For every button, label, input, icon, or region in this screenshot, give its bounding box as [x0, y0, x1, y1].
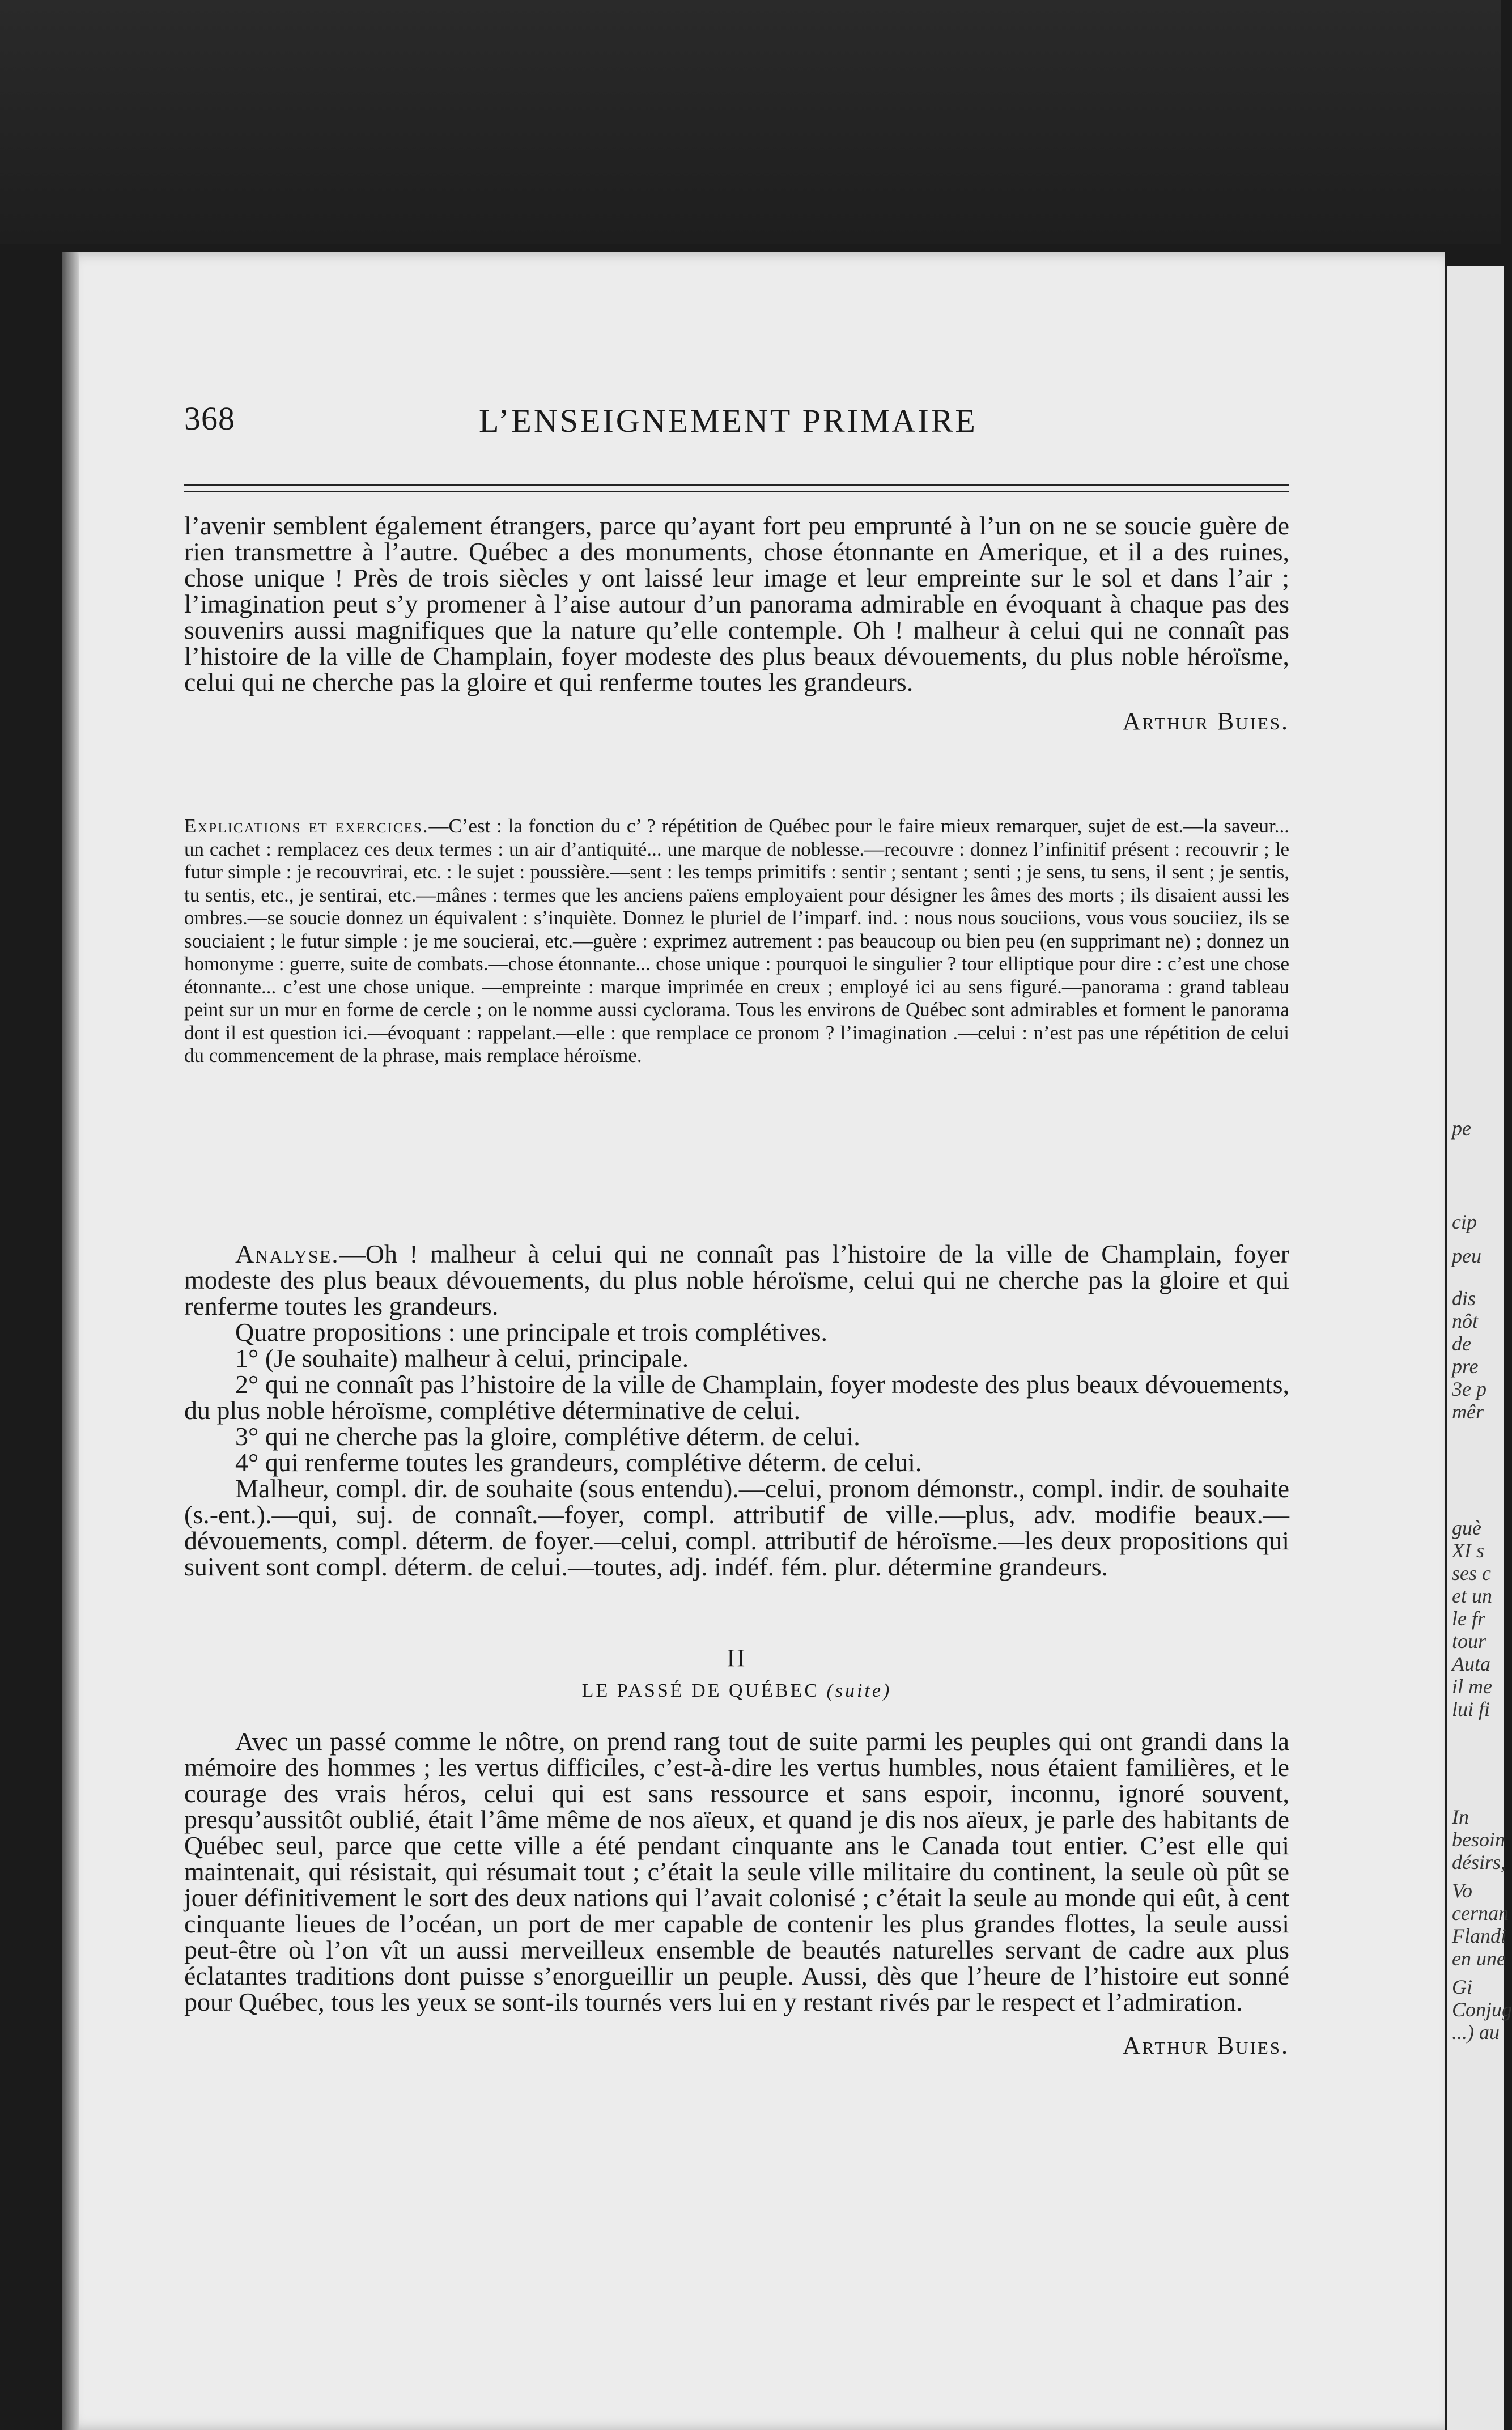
header-rule-thin [184, 491, 1289, 492]
section-title [184, 1680, 1289, 1702]
second-passage-signature: Arthur Buies. [1122, 2032, 1289, 2059]
page-header [184, 400, 1289, 451]
adjacent-fragment: Conjug [1452, 1998, 1512, 2021]
section-title-text: LE PASSÉ DE QUÉBEC [581, 1680, 819, 1701]
analyse-detail: Malheur, compl. dir. de souhaite (sous entendu).—celui, pronom démonstr., compl. indir. de souhaite (s.-ent.).—qui, suj. de connaît.—foyer, compl. attributif de ville.—plus, adv. modifie beaux.—dévouements, compl. déterm. de foyer.—celui, compl. attributif de héroïsme.—les deux propositions qui suivent sont compl. déterm. de celui.—toutes, adj. indéf. fém. plur. détermine grandeurs. [184, 1474, 1289, 1581]
adjacent-fragment: XI s [1452, 1539, 1484, 1562]
adjacent-fragment: le fr [1452, 1607, 1485, 1630]
adjacent-fragment: lui fi [1452, 1698, 1490, 1720]
scan-background [0, 0, 1501, 244]
header-rule [184, 484, 1289, 486]
adjacent-fragment: Vo [1452, 1879, 1472, 1902]
adjacent-fragment: Gi [1452, 1976, 1472, 1998]
adjacent-fragment: cip [1452, 1210, 1477, 1233]
adjacent-fragment: mêr [1452, 1400, 1484, 1423]
adjacent-fragment: besoin [1452, 1828, 1505, 1851]
analyse-intro [184, 1241, 1289, 1319]
adjacent-page-edge [1444, 266, 1512, 2430]
explications-heading: Explications et exercices. [184, 815, 429, 837]
adjacent-fragment: nôt [1452, 1310, 1479, 1332]
adjacent-fragment: guè [1452, 1516, 1481, 1539]
adjacent-fragment: Auta [1452, 1652, 1490, 1675]
analyse-heading: Analyse. [235, 1239, 339, 1268]
explications-body: —C’est : la fonction du c’ ? répétition de Québec pour le faire mieux remarquer, sujet de est.—la saveur... un cachet : remplacez ces deux termes : un air d’antiquité... une marque de noblesse.—recouvre : donnez l’infinitif présent : recouvrir ; le futur simple : je recouvrirai, etc. : le sujet : poussière.—sent : les temps primitifs : sentir ; sentant ; senti ; je sens, tu sens, il sent ; je sentis, tu sentis, etc., je sentirai, etc.—mânes : termes que les anciens païens employaient pour désigner les âmes des morts ; ils disaient aussi les ombres.—se soucie donnez un équivalent : s’inquiète. Donnez le pluriel de l’imparf. ind. : nous nous souciions, vous vous souciiez, ils se souciaient ; le futur simple : je me soucierai, etc.—guère : exprimez autrement : pas beaucoup ou bien peu (en supprimant ne) ; donnez un homonyme : guerre, suite de combats.—chose étonnante... chose unique : pourquoi le singulier ? tour elliptique pour dire : c’est une chose étonnante... c’est une chose unique. —empreinte : marque imprimée en creux ; employé ici au sens figuré.—panorama : grand tableau peint sur un mur en forme de cercle ; on le nomme aussi cyclorama. Tous les environs de Québec sont admirables et forment le panorama dont il est question ici.—évoquant : rappelant.—elle : que remplace ce pronom ? l’imagination .—celui : n’est pas une répétition de celui du commencement de la phrase, mais remplace héroïsme. [184, 815, 1290, 1067]
first-passage-text: l’avenir semblent également étrangers, parce qu’ayant fort peu emprunté à l’un on ne se soucie guère de rien transmettre à l’autre. Québec a des monuments, chose étonnante en Amerique, et il a des ruines, chose unique ! Près de trois siècles y ont laissé leur image et leur empreinte sur le sol et dans l’air ; l’imagination peut s’y promener à l’aise autour d’un panorama admirable en évoquant à chaque pas des souvenirs aussi magnifiques que la nature qu’elle contemple. Oh ! malheur à celui qui ne connaît pas l’histoire de la ville de Champlain, foyer modeste des plus beaux dévouements, du plus noble héroïsme, celui qui ne cherche pas la gloire et qui renferme toutes les grandeurs. [184, 511, 1289, 696]
adjacent-fragment: en une [1452, 1947, 1506, 1970]
analyse-item: 2° qui ne connaît pas l’histoire de la ville de Champlain, foyer modeste des plus beaux dévouements, du plus noble héroïsme, complétive déterminative de celui. [184, 1370, 1289, 1425]
adjacent-fragment: pre [1452, 1355, 1479, 1378]
adjacent-fragment: pe [1452, 1117, 1471, 1140]
analyse-item: 4° qui renferme toutes les grandeurs, complétive déterm. de celui. [235, 1448, 922, 1477]
adjacent-fragment: tour [1452, 1630, 1486, 1652]
analyse-intro-text: —Oh ! malheur à celui qui ne connaît pas l’histoire de la ville de Champlain, foyer modeste des plus beaux dévouements, du plus noble héroïsme, celui qui ne cherche pas la gloire et qui renferme toutes les grandeurs. [184, 1239, 1289, 1320]
adjacent-fragment: il me [1452, 1675, 1492, 1698]
page-number: 368 [184, 400, 235, 437]
second-passage [184, 1728, 1289, 2060]
adjacent-fragment: cernan [1452, 1902, 1509, 1925]
explications-section [184, 815, 1289, 1068]
second-passage-text: Avec un passé comme le nôtre, on prend rang tout de suite parmi les peuples qui ont grandi dans la mémoire des hommes ; les vertus difficiles, c’est-à-dire les vertus humbles, nous étaient familières, et le courage des vrais héros, celui qui est sans ressource et sans espoir, inconnu, ignoré souvent, presqu’aussitôt oublié, était l’âme même de nos aïeux, et quand je dis nos aïeux, je parle des habitants de Québec seul, parce que cette ville a été pendant cinquante ans le Canada tout entier. C’est elle qui maintenait, qui résistait, qui résumait tout ; c’était la seule ville militaire du continent, la seule où pût se jouer définitivement le sort des deux nations qui l’avait colonisé ; c’était la seule au monde qui eût, à cent cinquante lieues de l’océan, un port de mer capable de contenir les plus grandes flottes, la seule aussi peut-être où l’on vît un aussi merveilleux ensemble de beautés naturelles servant de cadre aux plus éclatantes traditions dont puisse s’enorgueillir un peuple. Aussi, dès que l’heure de l’histoire eut sonné pour Québec, tous les yeux se sont-ils tournés vers lui en y restant rivés par le respect et l’admiration. [184, 1727, 1289, 2016]
adjacent-fragment: désirs, [1452, 1851, 1506, 1874]
first-passage [184, 513, 1289, 736]
adjacent-fragment: de [1452, 1332, 1471, 1355]
section-title-suffix: (suite) [826, 1680, 892, 1701]
adjacent-fragment: ses c [1452, 1562, 1491, 1584]
analyse-propositions: Quatre propositions : une principale et trois complétives. [235, 1318, 827, 1346]
adjacent-fragment: Flandi [1452, 1925, 1506, 1947]
adjacent-fragment: ...) au [1452, 2021, 1500, 2044]
adjacent-fragment: et un [1452, 1584, 1492, 1607]
adjacent-fragment: dis [1452, 1287, 1476, 1310]
analyse-item: 3° qui ne cherche pas la gloire, complétive déterm. de celui. [235, 1422, 860, 1451]
running-title: L’ENSEIGNEMENT PRIMAIRE [479, 402, 978, 439]
first-passage-signature: Arthur Buies. [1122, 707, 1289, 735]
adjacent-fragment: In [1452, 1805, 1469, 1828]
analyse-section [184, 1241, 1289, 1580]
explications-text [184, 815, 1289, 1068]
adjacent-fragment: peu [1452, 1244, 1481, 1267]
section-heading [184, 1643, 1289, 1702]
analyse-item: 1° (Je souhaite) malheur à celui, principale. [235, 1344, 689, 1373]
adjacent-fragment: 3e p [1452, 1378, 1486, 1400]
section-number: II [727, 1644, 747, 1672]
page-spine-shadow [62, 252, 79, 2430]
